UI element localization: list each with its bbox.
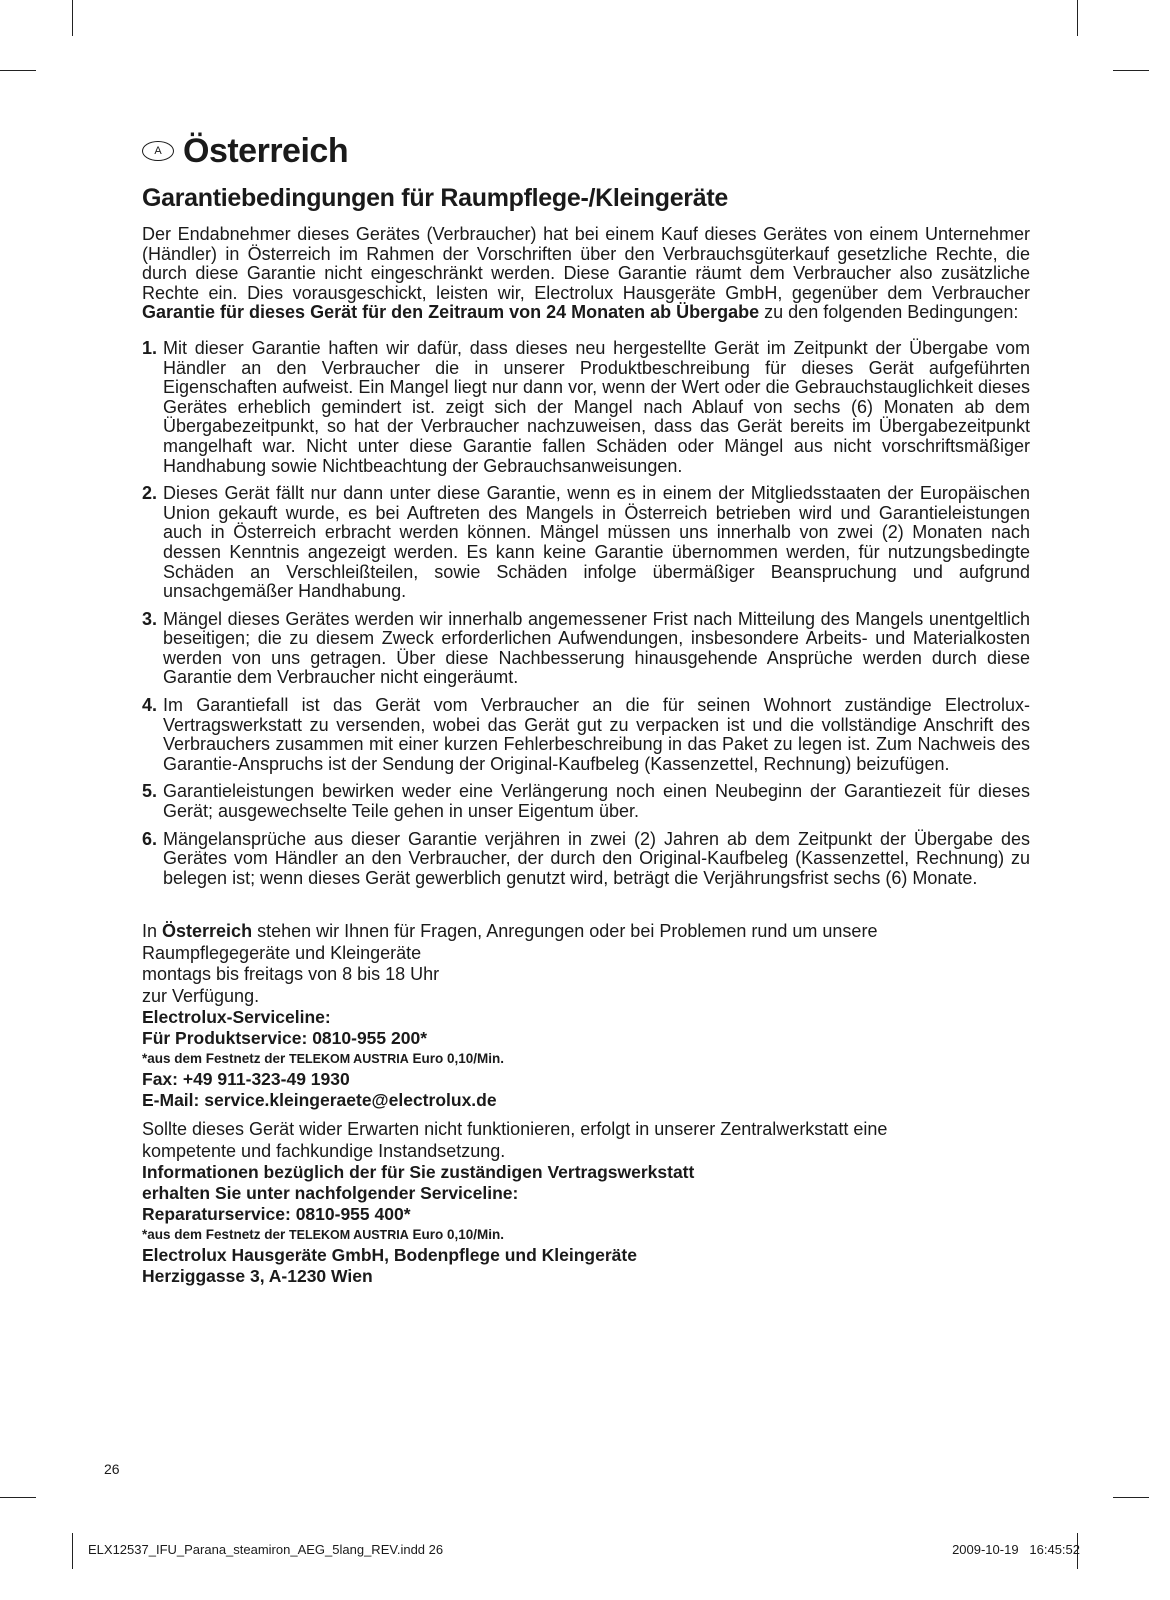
intro-paragraph	[142, 225, 1030, 323]
list-item	[142, 696, 1030, 774]
repair-text-2: kompetente und fachkundige Instandsetzung.	[142, 1140, 506, 1161]
section-title: Garantiebedingungen für Raumpflege-/Kleingeräte	[142, 184, 728, 212]
email-address: E-Mail: service.kleingeraete@electrolux.de	[142, 1090, 497, 1111]
intro-text: Der Endabnehmer dieses Gerätes (Verbraucher) hat bei einem Kauf dieses Gerätes von einem Unternehmer (Händler) in Österreich im Rahmen der Vorschriften über den Verbrauchsgüterkauf gesetzliche Rechte, die durch diese Garantie nicht eingeschränkt werden. Diese Garantie räumt dem Verbraucher also zusätzliche Rechte ein. Dies vorausgeschickt, leisten wir, Electrolux Hausgeräte GmbH, gegenüber dem Verbraucher	[142, 224, 1030, 303]
list-item	[142, 610, 1030, 688]
condition-text: Im Garantiefall ist das Gerät vom Verbraucher an die für seinen Wohnort zuständige Electrolux-Vertragswerkstatt zu versenden, wobei das Gerät gut zu verpacken ist und die vollständige Anschrift des Verbrauchers zusammen mit einer kurzen Fehlerbeschreibung in das Paket zu legen ist. Zum Nachweis des Garantie-Anspruchs ist der Sendung der Original-Kaufbeleg (Kassenzettel, Rechnung) beizufügen.	[163, 695, 1030, 774]
company-name: Electrolux Hausgeräte GmbH, Bodenpflege und Kleingeräte	[142, 1245, 637, 1266]
condition-number: 1.	[142, 337, 158, 358]
note2-caps: TELEKOM AUSTRIA	[289, 1228, 409, 1243]
intro-bold: Garantie für dieses Gerät für den Zeitraum von 24 Monaten ab Übergabe	[142, 302, 760, 323]
product-service-phone: Für Produktservice: 0810-955 200*	[142, 1028, 428, 1049]
crop-mark	[0, 70, 36, 71]
list-item	[142, 782, 1030, 821]
crop-mark	[72, 1533, 73, 1569]
document-body	[142, 134, 1030, 1287]
list-item	[142, 484, 1030, 602]
info-bold-1: Informationen bezüglich der für Sie zuständigen Vertragswerkstatt	[142, 1162, 695, 1183]
company-address: Herziggasse 3, A-1230 Wien	[142, 1266, 373, 1287]
tariff-note-2	[142, 1225, 1030, 1245]
note-suffix: Euro 0,10/Min.	[408, 1051, 504, 1067]
note-caps: TELEKOM AUSTRIA	[289, 1052, 409, 1067]
info-bold-2: erhalten Sie unter nachfolgender Serviceline:	[142, 1183, 519, 1204]
condition-text: Mängelansprüche aus dieser Garantie verjähren in zwei (2) Jahren ab dem Zeitpunkt der Übergabe des Gerätes vom Händler an den Verbraucher, der durch den Original-Kaufbeleg (Kassenzettel, Rechnung) zu belegen ist; wenn dieses Gerät gewerblich genutzt wird, beträgt die Verjährungsfrist sechs (6) Monate.	[163, 828, 1030, 888]
crop-mark	[1113, 1497, 1149, 1498]
page-title: Österreich	[183, 132, 349, 170]
note2-prefix: *aus dem Festnetz der	[142, 1227, 290, 1243]
tariff-note	[142, 1049, 1030, 1069]
service-in: In	[142, 921, 163, 942]
service-country: Österreich	[162, 921, 253, 942]
slug-filename: ELX12537_IFU_Parana_steamiron_AEG_5lang_REV.indd 26	[88, 1542, 444, 1557]
repair-text-1: Sollte dieses Gerät wider Erwarten nicht funktionieren, erfolgt in unserer Zentralwerkstatt eine	[142, 1119, 888, 1140]
condition-number: 4.	[142, 695, 158, 716]
country-code-badge: A	[142, 141, 174, 161]
condition-text: Garantieleistungen bewirken weder eine Verlängerung noch einen Neubeginn der Garantiezeit für dieses Gerät; ausgewechselte Teile gehen in unser Eigentum über.	[163, 781, 1030, 822]
crop-mark	[1077, 0, 1078, 36]
fax-number: Fax: +49 911-323-49 1930	[142, 1069, 350, 1090]
serviceline-title: Electrolux-Serviceline:	[142, 1007, 331, 1028]
crop-mark	[1113, 70, 1149, 71]
page-number: 26	[104, 1461, 120, 1477]
note-prefix: *aus dem Festnetz der	[142, 1051, 290, 1067]
slug-timestamp: 2009-10-19 16:45:52	[952, 1542, 1080, 1557]
list-item	[142, 830, 1030, 889]
condition-text: Mängel dieses Gerätes werden wir innerhalb angemessener Frist nach Mitteilung des Mangels unentgeltlich beseitigen; die zu diesem Zweck erforderlichen Aufwendungen, insbesondere Arbeits- und Materialkosten werden von uns getragen. Über diese Nachbesserung hinausgehende Ansprüche werden durch diese Garantie dem Verbraucher nicht eingeräumt.	[163, 608, 1030, 688]
condition-text: Dieses Gerät fällt nur dann unter diese Garantie, wenn es in einem der Mitgliedsstaaten der Europäischen Union gekauft wurde, es bei Auftreten des Mangels in Österreich betrieben wird und Garantieleistungen auch in Österreich erbracht werden können. Mängel müssen uns innerhalb von zwei (2) Monaten nach dessen Kenntnis angezeigt werden. Es kann keine Garantie übernommen werden, für nutzungsbedingte Schäden an Verschleißteilen, sowie Schäden infolge übermäßiger Beanspruchung und aufgrund unsachgemäßer Handhabung.	[163, 483, 1030, 602]
condition-number: 5.	[142, 781, 158, 802]
service-line1: stehen wir Ihnen für Fragen, Anregungen oder bei Problemen rund um unsere	[252, 921, 878, 942]
service-line2: Raumpflegegeräte und Kleingeräte	[142, 942, 422, 963]
service-hours: montags bis freitags von 8 bis 18 Uhr	[142, 964, 440, 985]
repair-service-phone: Reparaturservice: 0810-955 400*	[142, 1204, 411, 1225]
service-intro	[142, 921, 1030, 943]
note2-suffix: Euro 0,10/Min.	[408, 1227, 504, 1243]
condition-text: Mit dieser Garantie haften wir dafür, dass dieses neu hergestellte Gerät im Zeitpunkt der Übergabe vom Händler an den Verbraucher die in unserer Produktbeschreibung für dieses Gerät aufgeführten Eigenschaften aufweist. Ein Mangel liegt nur dann vor, wenn der Wert oder die Gebrauchstauglichkeit dieses Gerätes erheblich gemindert ist. zeigt sich der Mangel nach Ablauf von sechs (6) Monaten ab dem Übergabezeitpunkt, so hat der Verbraucher nachzuweisen, dass das Gerät bereits im Übergabezeitpunkt mangelhaft war. Nicht unter diese Garantie fallen Schäden oder Mängel aus nicht vorschriftsmäßiger Handhabung sowie Nichtbeachtung der Gebrauchsanweisungen.	[163, 337, 1030, 476]
crop-mark	[0, 1497, 36, 1498]
intro-tail: zu den folgenden Bedingungen:	[759, 302, 1019, 323]
condition-number: 3.	[142, 608, 158, 629]
condition-number: 6.	[142, 828, 158, 849]
conditions-list	[142, 339, 1030, 888]
list-item	[142, 339, 1030, 476]
condition-number: 2.	[142, 483, 158, 504]
crop-mark	[72, 0, 73, 36]
country-heading	[142, 134, 1030, 168]
service-section	[142, 921, 1030, 1287]
service-line4: zur Verfügung.	[142, 985, 260, 1006]
